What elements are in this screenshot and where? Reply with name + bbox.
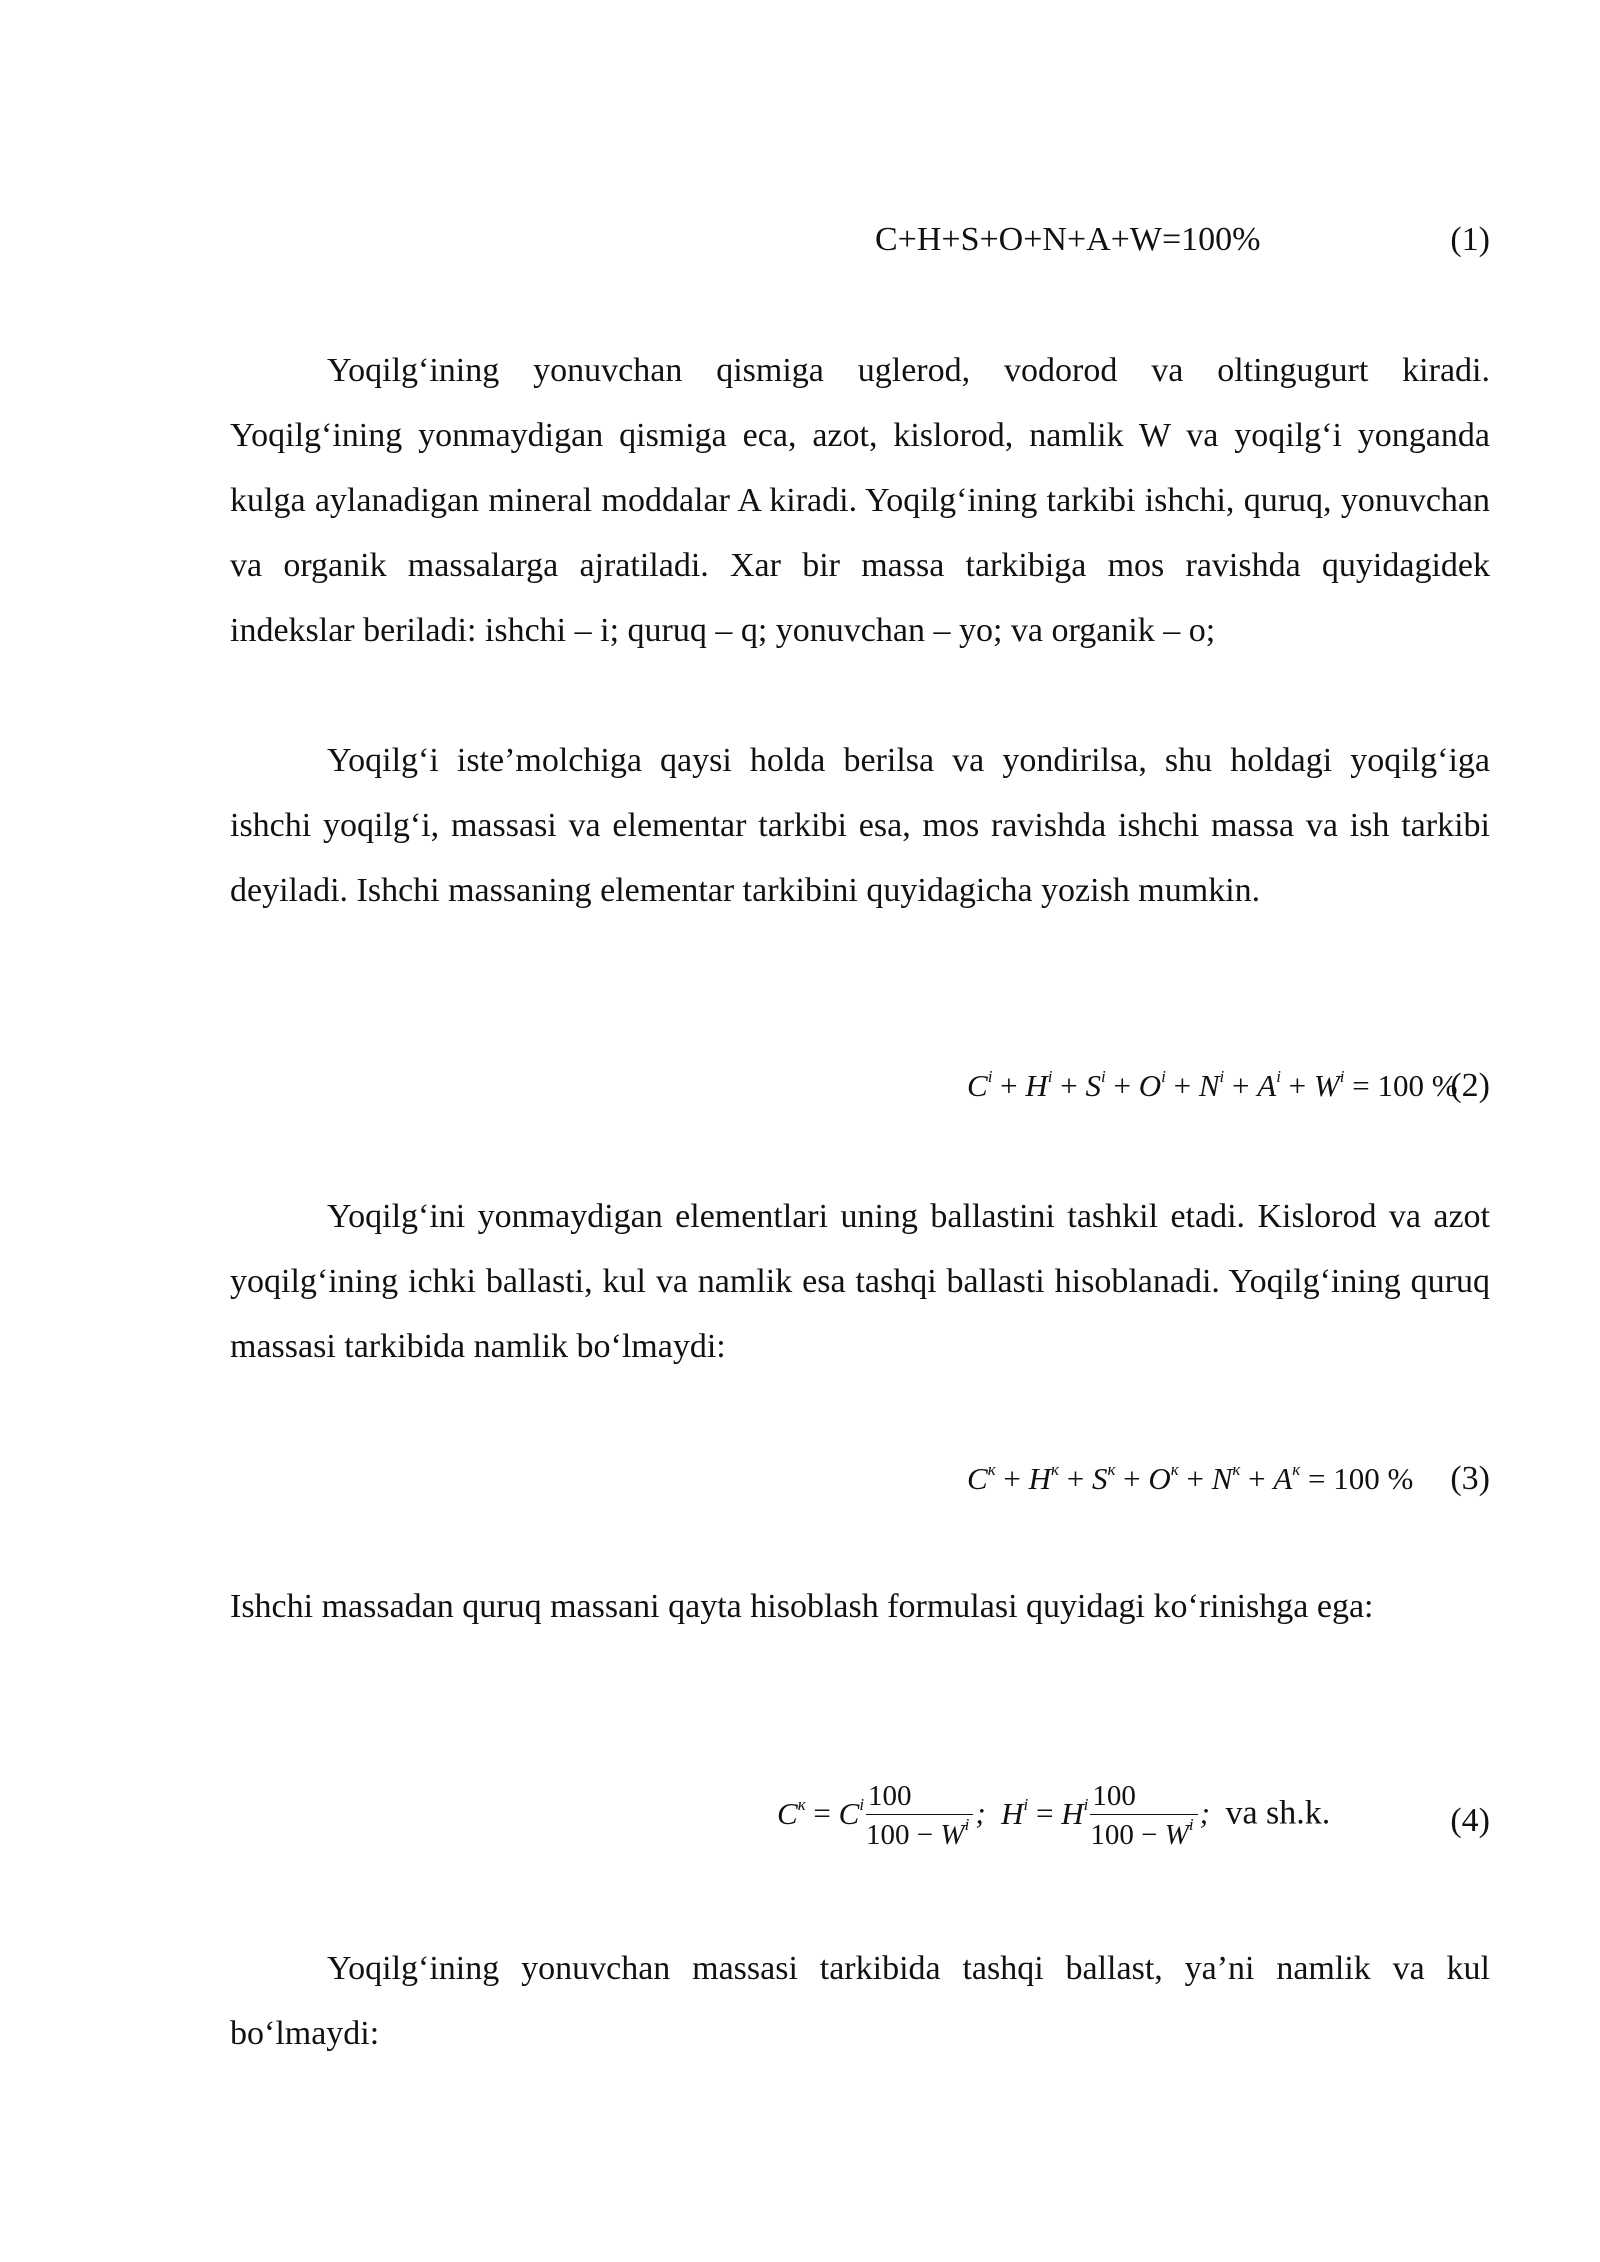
eq4-fraction-1: $\frac{100}{100 - W^i}$ (866, 1778, 973, 1855)
eq4-separator-1: ; (975, 1795, 986, 1831)
equation-term: $S^к$ (1091, 1460, 1116, 1496)
paragraph-3: Yoqilg‘ini yonmaydigan elementlari uning ballastini tashkil etadi. Kislorod va azot yoqilg‘ining ichki ballasti, kul va namlik esa tashqi ballasti hisoblanadi. Yoqilg‘ining quruq massasi tarkibida namlik bo‘lmaydi: (230, 1198, 1490, 1365)
equation-result: = 100 % (1300, 1461, 1414, 1496)
equation-term: $W^i$ (1313, 1067, 1345, 1103)
plus-sign: + (1115, 1461, 1149, 1496)
plus-sign: + (995, 1461, 1029, 1496)
eq4-suffix: va sh.k. (1225, 1794, 1331, 1832)
plus-sign: + (1058, 1461, 1092, 1496)
equation-term: $N^i$ (1198, 1067, 1225, 1103)
paragraph-5: Yoqilg‘ining yonuvchan massasi tarkibida tashqi ballast, ya’ni namlik va kul bo‘lmaydi: (230, 1950, 1490, 2052)
equation-term: $A^к$ (1273, 1460, 1301, 1496)
plus-sign: + (1240, 1461, 1274, 1496)
plus-sign: + (1105, 1068, 1139, 1103)
equation-1-number: (1) (1450, 221, 1490, 258)
eq4-lhs2: $H^i$ (1001, 1794, 1029, 1831)
equation-3 (967, 1459, 1413, 1499)
eq4-rhs1: $C^i$ (838, 1794, 865, 1831)
plus-sign: + (1052, 1068, 1086, 1103)
plus-sign: + (1165, 1068, 1199, 1103)
equation-term: $H^i$ (1025, 1067, 1053, 1103)
plus-sign: + (1280, 1068, 1314, 1103)
eq4-rhs2: $H^i$ (1061, 1794, 1089, 1831)
equation-term: $C^к$ (967, 1460, 996, 1496)
paragraph-2: Yoqilg‘i iste’molchiga qaysi holda berilsa va yondirilsa, shu holdagi yoqilg‘iga ishchi yoqilg‘i, massasi va elementar tarkibi esa, mos ravishda ishchi massa va ish tarkibi deyiladi. Ishchi massaning elementar tarkibini quyidagicha yozish mumkin. (230, 742, 1490, 909)
equation-term: $O^i$ (1138, 1067, 1166, 1103)
eq4-fraction-2: $\frac{100}{100 - W^i}$ (1090, 1778, 1197, 1855)
paragraph-1: Yoqilg‘ining yonuvchan qismiga uglerod, vodorod va oltingugurt kiradi. Yoqilg‘ining yonmaydigan qismiga eca, azot, kislorod, namlik W va yoqilg‘i yonganda kulga aylanadigan mineral moddalar A kiradi. Yoqilg‘ining tarkibi ishchi, quruq, yonuvchan va organik massalarga ajratiladi. Xar bir massa tarkibiga mos ravishda quyidagidek indekslar beriladi: ishchi – i; quruq – q; yonuvchan – yo; va organik – o; (230, 352, 1490, 649)
equation-4: $C^к = C^i$ $\frac{100}{100 - W^i}$ ; $H^i = H^i$ $\frac{100}{100 - W^i}$ ; va sh.k. (777, 1778, 1330, 1855)
equation-1-text: C+H+S+O+N+A+W=100% (875, 221, 1261, 258)
equation-3-formula (967, 1461, 1413, 1496)
eq4-separator-2: ; (1199, 1795, 1210, 1831)
equation-2-number: (2) (1450, 1067, 1490, 1104)
equation-4-number: (4) (1450, 1802, 1490, 1839)
equation-term: $A^i$ (1257, 1067, 1281, 1103)
equation-term: $C^i$ (967, 1067, 993, 1103)
equation-term: $O^к$ (1148, 1460, 1179, 1496)
equation-term: $H^к$ (1028, 1460, 1059, 1496)
paragraph-4: Ishchi massadan quruq massani qayta hisoblash formulasi quyidagi ko‘rinishga ega: (230, 1588, 1374, 1625)
equation-term: $S^i$ (1085, 1067, 1106, 1103)
plus-sign: + (1224, 1068, 1258, 1103)
eq4-lhs1: $C^к$ (777, 1794, 806, 1831)
equation-1 (875, 220, 1260, 260)
equation-3-number: (3) (1450, 1460, 1490, 1497)
equation-2-formula (967, 1068, 1458, 1103)
equation-term: $N^к$ (1211, 1460, 1241, 1496)
plus-sign: + (992, 1068, 1026, 1103)
equation-result: = 100 % (1344, 1068, 1458, 1103)
plus-sign: + (1178, 1461, 1212, 1496)
equation-2 (967, 1066, 1458, 1106)
